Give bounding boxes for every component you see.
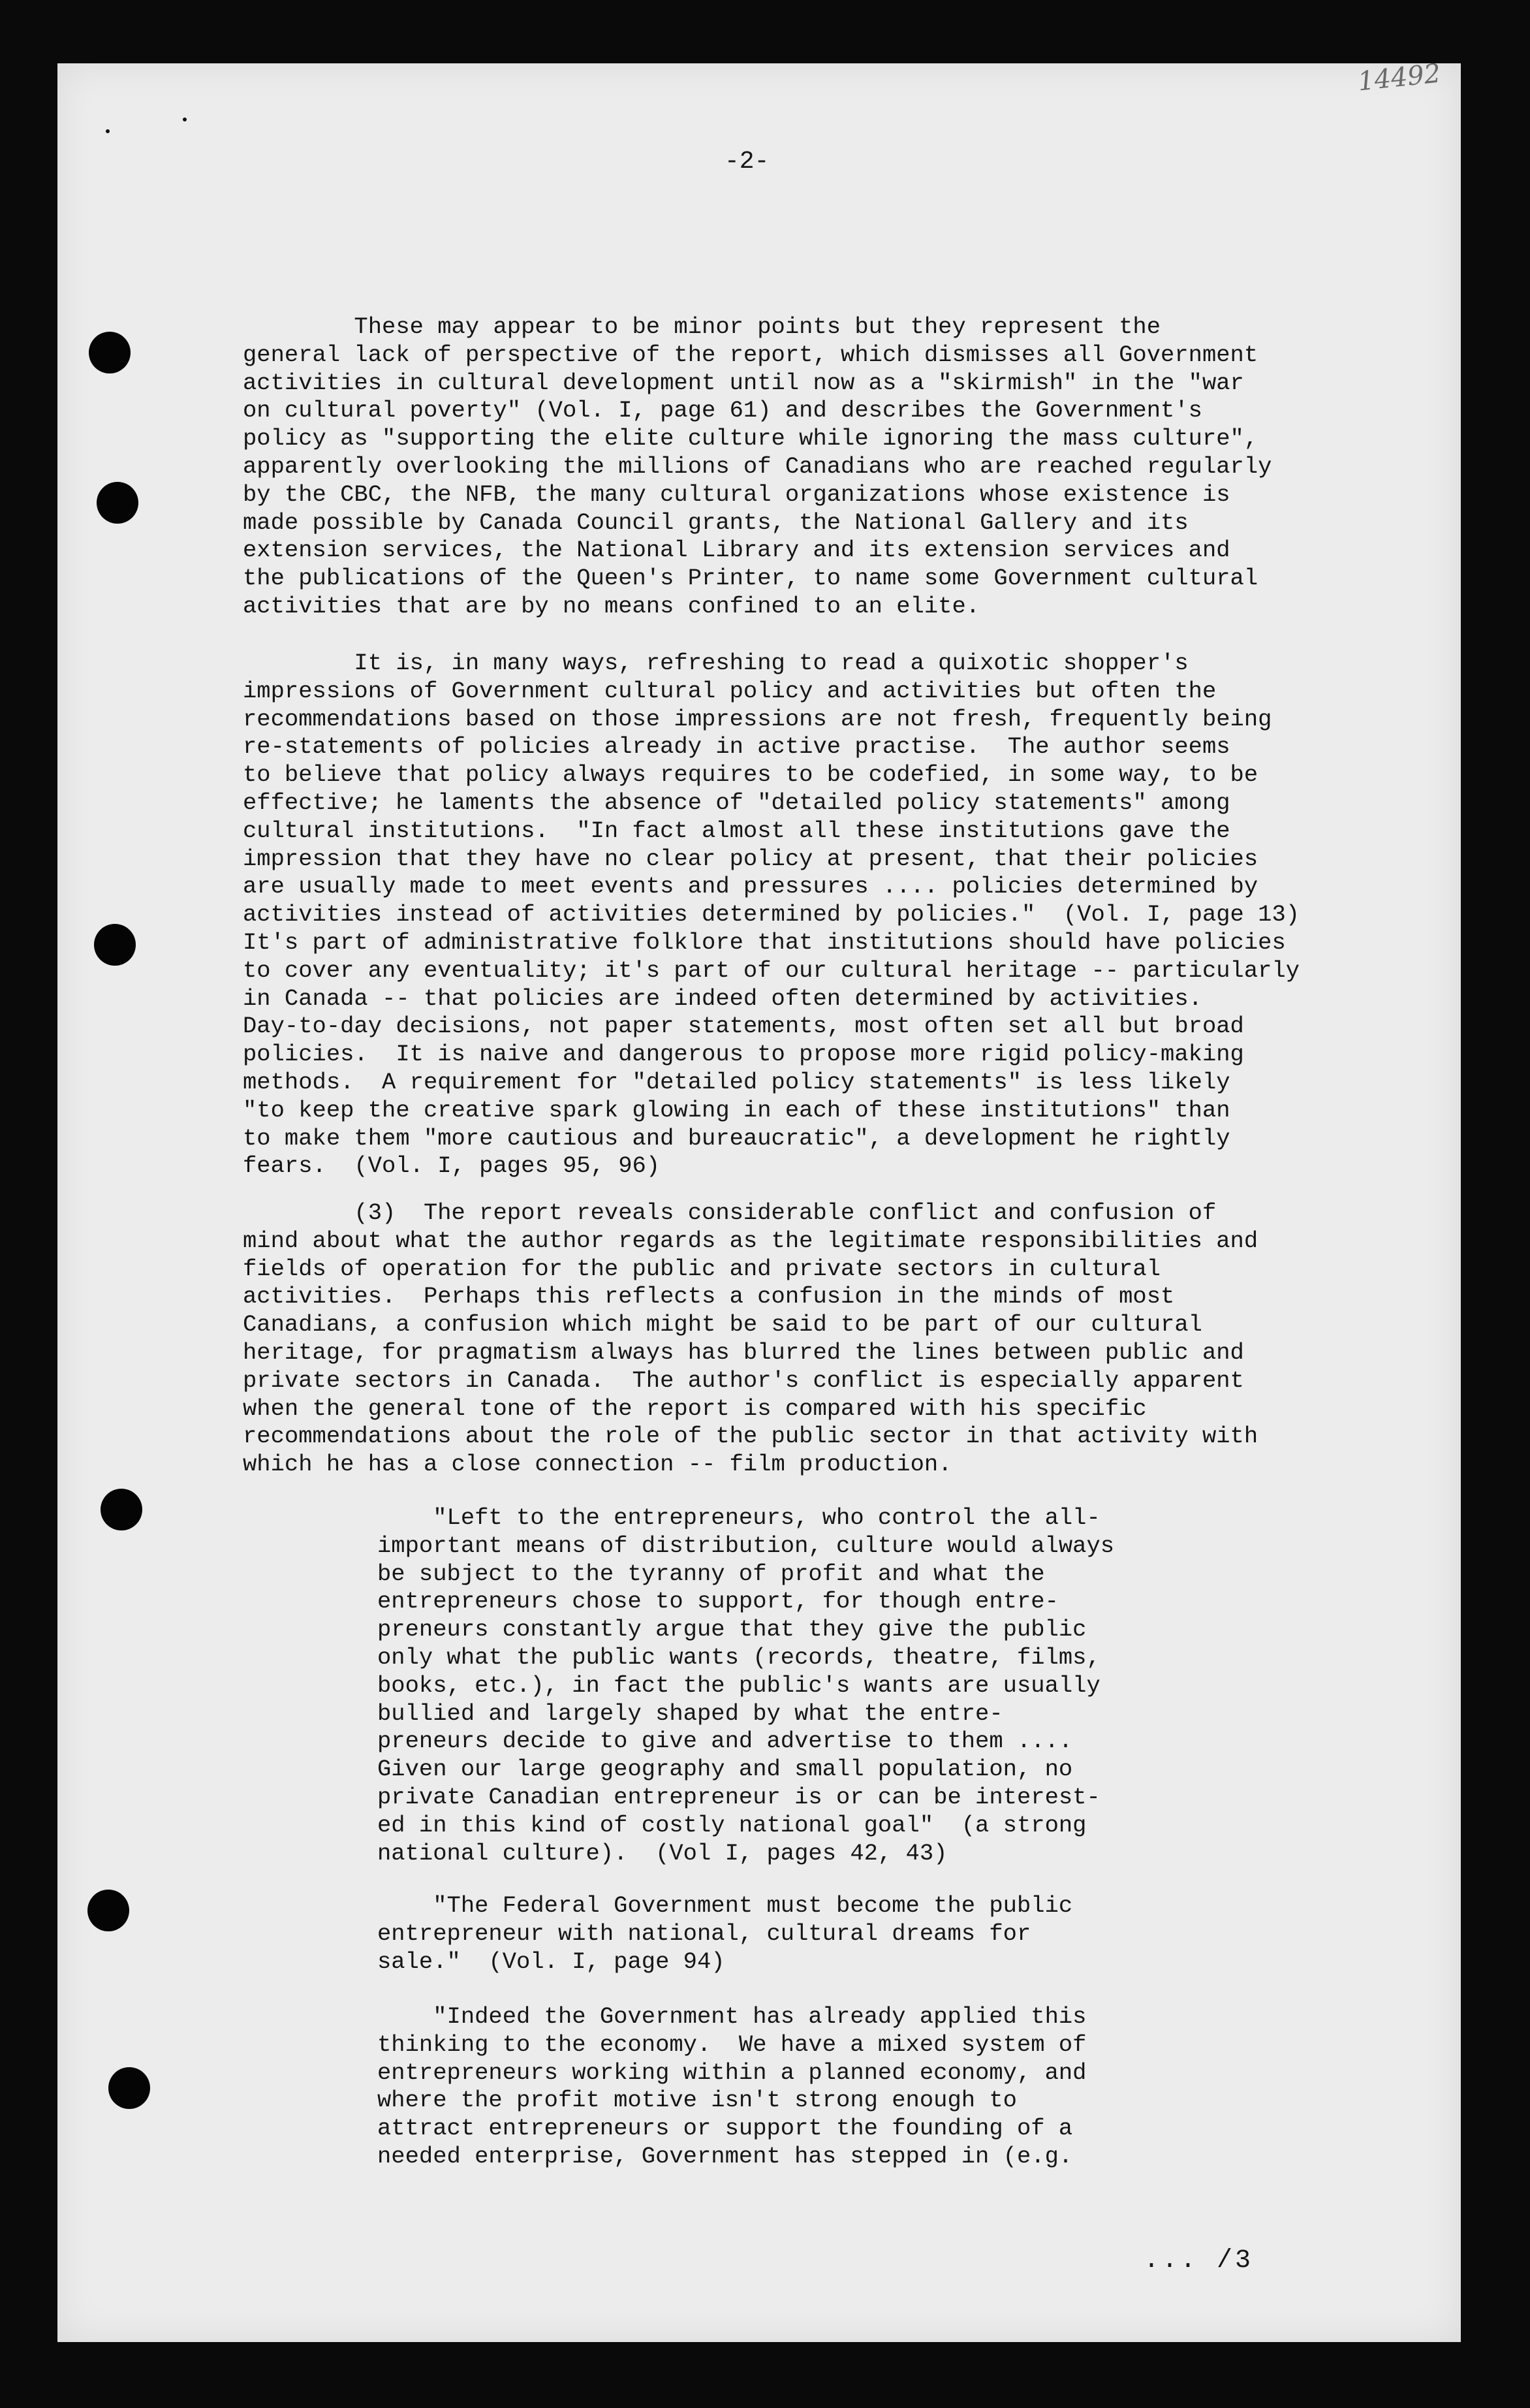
quote-federal-government: "The Federal Government must become the public entrepreneur with national, cultural dreams for sale." (Vol. I, page 94) — [377, 1892, 1073, 1975]
punch-hole — [94, 924, 136, 966]
paragraph-minor-points: These may appear to be minor points but they represent the general lack of perspective of the report, which dismisses all Government activities in cultural development until now as a "skirmish" in the "war on cultural poverty" (Vol. I, page 61) and describes the Government's policy as "supporting the elite culture while ignoring the mass culture", apparently overlooking the millions of Canadians who are reached regularly by the CBC, the NFB, the many cultural organizations whose existence is made possible by Canada Council grants, the National Gallery and its extension services, the National Library and its extension services and the publications of the Queen's Printer, to name some Government cultural activities that are by no means confined to an elite. — [243, 313, 1272, 620]
quote-entrepreneurs: "Left to the entrepreneurs, who control the all- important means of distribution, culture would always be subject to the tyranny of profit and what the entrepreneurs chose to support, for though entre- preneurs constantly argue that they give the public only what the public wants (records, theatre, films, books, etc.), in fact the public's wants are usually bullied and largely shaped by what the entre- preneurs decide to give and advertise to them .... Given our large geography and small population, no private Canadian entrepreneur is or can be interest- ed in this kind of costly national goal" (a strong national culture). (Vol I, pages 42, 43) — [377, 1504, 1115, 1867]
punch-hole — [89, 332, 131, 373]
paper-speck — [183, 118, 187, 121]
punch-hole — [87, 1890, 129, 1931]
paragraph-quixotic-shopper: It is, in many ways, refreshing to read a quixotic shopper's impressions of Government cultural policy and activities but often the recommendations based on those impressions are not fresh, frequently being re-statements of policies already in active practise. The author seems to believe that policy always requires to be codefied, in some way, to be effective; he laments the absence of "detailed policy statements" among cultural institutions. "In fact almost all these institutions gave the impression that they have no clear policy at present, that their policies are usually made to meet events and pressures .... policies determined by activities instead of activities determined by policies." (Vol. I, page 13) It's part of administrative folklore that institutions should have policies to cover any eventuality; it's part of our cultural heritage -- particularly in Canada -- that policies are indeed often determined by activities. Day-to-day decisions, not paper statements, most often set all but broad policies. It is naive and dangerous to propose more rigid policy-making methods. A requirement for "detailed policy statements" is less likely "to keep the creative spark glowing in each of these institutions" than to make them "more cautious and bureaucratic", a development he rightly fears. (Vol. I, pages 95, 96) — [243, 650, 1300, 1180]
punch-hole — [101, 1489, 142, 1530]
punch-hole — [108, 2067, 150, 2109]
punch-hole — [97, 482, 138, 524]
archive-number: 14492 — [1356, 58, 1443, 97]
page-number: -2- — [725, 148, 770, 176]
paper-speck — [106, 129, 110, 133]
paragraph-conflict-confusion: (3) The report reveals considerable conflict and confusion of mind about what the author regards as the legitimate responsibilities and fields of operation for the public and private sectors in cultural activities. Perhaps this reflects a confusion in the minds of most Canadians, a confusion which might be said to be part of our cultural heritage, for pragmatism always has blurred the lines between public and private sectors in Canada. The author's conflict is especially apparent when the general tone of the report is compared with his specific recommendations about the role of the public sector in that activity with which he has a close connection -- film production. — [243, 1199, 1258, 1478]
continuation-marker: ... /3 — [1144, 2246, 1254, 2275]
quote-mixed-economy: "Indeed the Government has already applied this thinking to the economy. We have a mixed system of entrepreneurs working within a planned economy, and where the profit motive isn't strong enough to attract entrepreneurs or support the founding of a needed enterprise, Government has stepped in (e.g. — [377, 2003, 1087, 2170]
